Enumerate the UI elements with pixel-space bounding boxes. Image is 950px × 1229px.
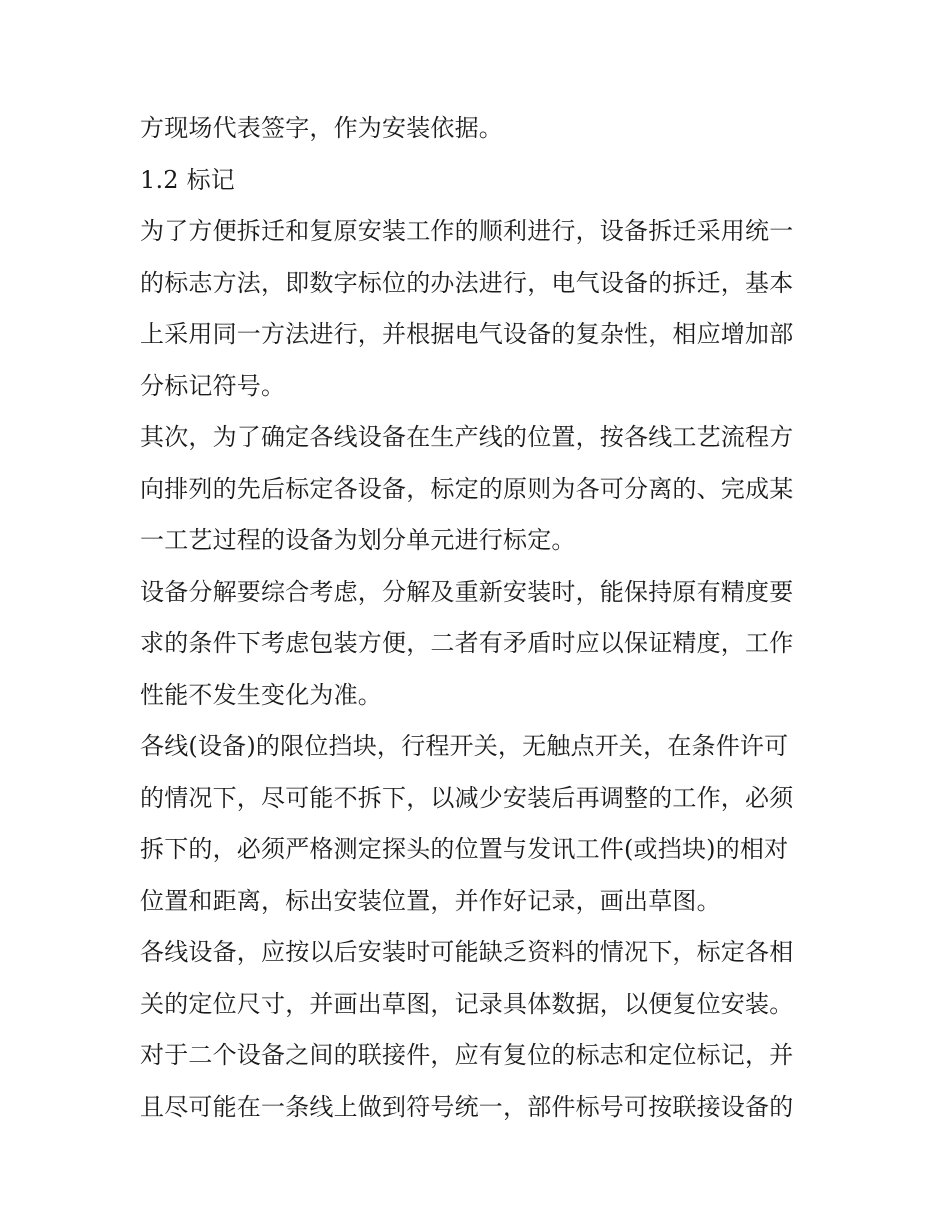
paragraph-line: 拆下的，必须严格测定探头的位置与发讯工件(或挡块)的相对 — [140, 835, 789, 863]
paragraph-line: 设备分解要综合考虑，分解及重新安装时，能保持原有精度要 — [140, 577, 794, 606]
paragraph-line: 各线设备，应按以后安装时可能缺乏资料的情况下，标定各相 — [140, 938, 794, 966]
paragraph-line: 向排列的先后标定各设备，标定的原则为各可分离的、完成某 — [140, 474, 794, 503]
section-heading: 1.2 标记 — [140, 165, 235, 194]
paragraph-line: 的情况下，尽可能不拆下，以减少安装后再调整的工作，必须 — [140, 783, 794, 812]
paragraph-line: 位置和距离，标出安装位置，并作好记录，画出草图。 — [140, 886, 721, 915]
paragraph-line: 关的定位尺寸，并画出草图，记录具体数据，以便复位安装。 — [140, 989, 794, 1018]
paragraph-line: 上采用同一方法进行，并根据电气设备的复杂性，相应增加部 — [140, 320, 794, 348]
paragraph-line: 其次，为了确定各线设备在生产线的位置，按各线工艺流程方 — [140, 423, 794, 451]
paragraph-line: 方现场代表签字，作为安装依据。 — [140, 114, 503, 142]
paragraph-line: 求的条件下考虑包装方便，二者有矛盾时应以保证精度，工作 — [140, 629, 794, 657]
paragraph-line: 一工艺过程的设备为划分单元进行标定。 — [140, 526, 576, 554]
paragraph-line: 的标志方法，即数字标位的办法进行，电气设备的拆迁，基本 — [140, 268, 794, 297]
paragraph-line: 性能不发生变化为准。 — [140, 680, 382, 709]
paragraph-line: 为了方便拆迁和复原安装工作的顺利进行，设备拆迁采用统一 — [140, 217, 794, 245]
paragraph-line: 对于二个设备之间的联接件，应有复位的标志和定位标记，并 — [140, 1041, 794, 1069]
paragraph-line: 分标记符号。 — [140, 371, 286, 400]
document-body — [140, 103, 820, 1133]
paragraph-line: 各线(设备)的限位挡块，行程开关，无触点开关，在条件许可 — [140, 732, 789, 760]
paragraph-line: 且尽可能在一条线上做到符号统一，部件标号可按联接设备的 — [140, 1092, 794, 1121]
